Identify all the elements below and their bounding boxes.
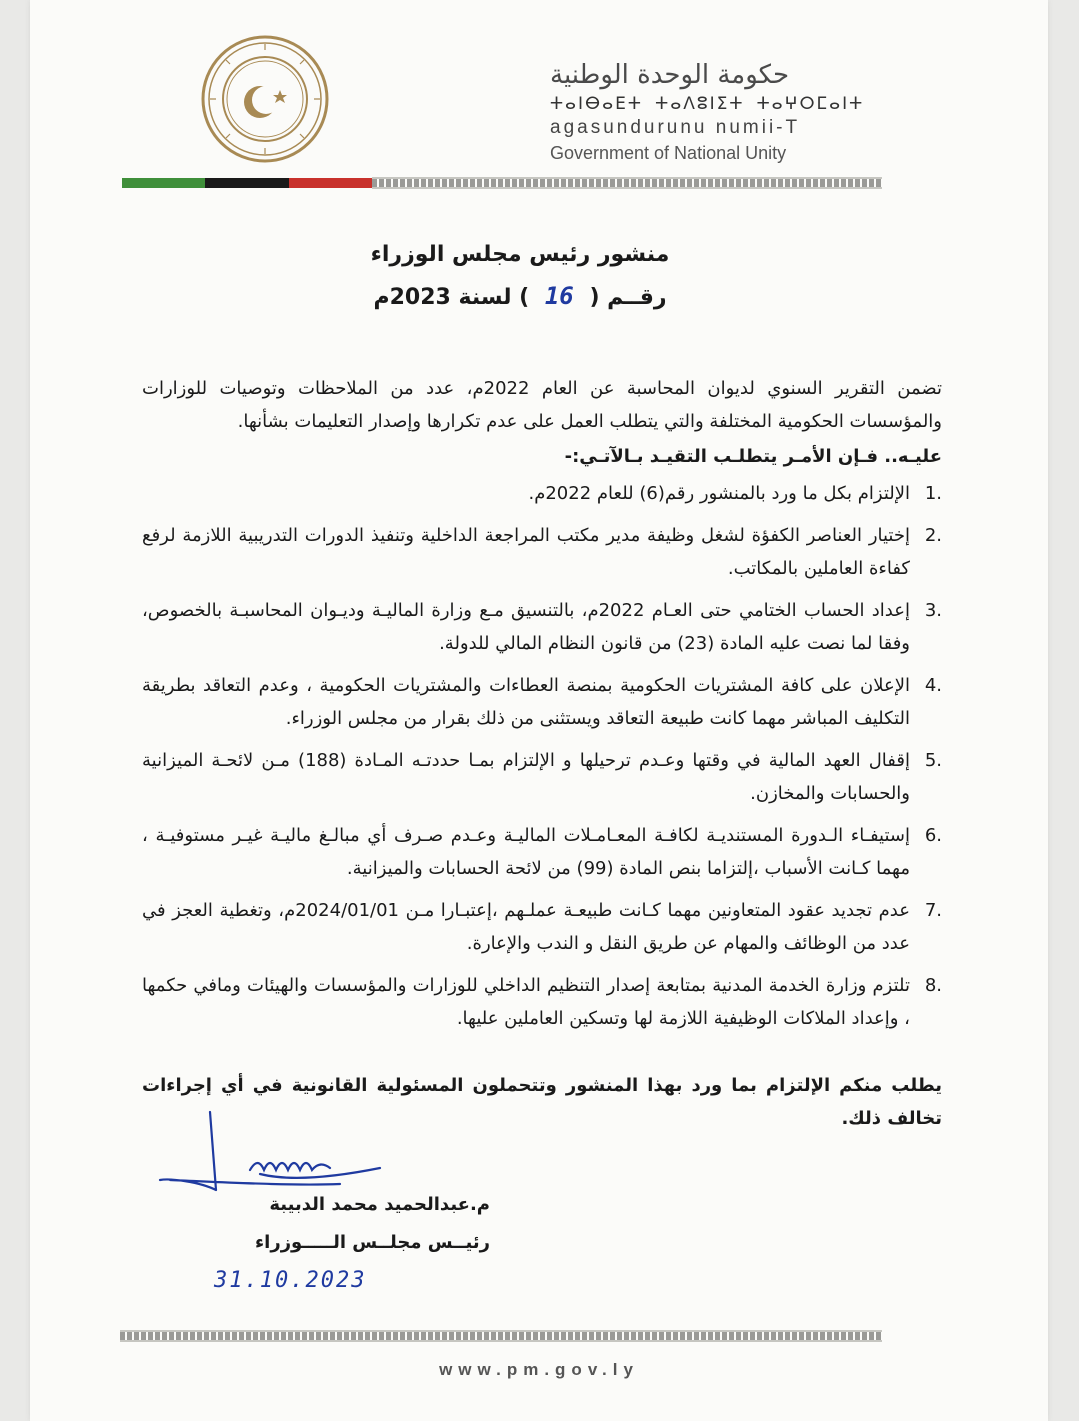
directive-text: إختيار العناصر الكفؤة لشغل وظيفة مدير مكتب المراجعة الداخلية وتنفيذ الدورات التدريبية اللازمة لرفع كفاءة العاملين بالمكاتب. [142,525,910,579]
directives-list [142,477,942,1035]
government-seal-logo [200,34,330,164]
directive-item [142,744,942,810]
document-body [142,372,942,1135]
directive-text: الإعلان على كافة المشتريات الحكومية بمنصة العطاءات والمشتريات الحكومية ، وعدم التعاقد بطريقة التكليف المباشر مهما كانت طبيعة التعاقد ويستثنى من ذلك بقرار من مجلس الوزراء. [142,675,910,729]
closing-paragraph: يطلب منكم الإلتزام بما ورد بهذا المنشور وتتحملون المسئولية القانونية في أي إجراءات تخالف ذلك. [142,1075,942,1129]
flag-green-segment [122,178,205,188]
signatory-role: رئيــس مجلــس الـــــوزراء [254,1232,490,1253]
gov-name-arabic: حكومة الوحدة الوطنية [550,60,790,90]
government-header [550,58,870,166]
directive-number: .4 [924,675,942,696]
directive-text: الإلتزام بكل ما ورد بالمنشور رقم(6) للعام 2022م. [528,483,910,504]
flag-black-segment [205,178,288,188]
directive-item [142,669,942,735]
directive-text: عدم تجديد عقود المتعاونين مهما كـانت طبيعـة عملـهم ،إعتبـارا مـن 2024/01/01م، وتغطية العجز في عدد من الوظائف والمهام عن طريق النقل و الندب والإعارة. [142,900,910,954]
directive-item [142,519,942,585]
document-title: منشور رئيس مجلس الوزراء [370,242,670,267]
directive-item [142,477,942,510]
flag-red-segment [289,178,372,188]
number-prefix: رقــم ( [589,285,667,310]
directive-number: .7 [924,900,942,921]
decorative-chain-bottom [120,1330,882,1342]
document-number-line [230,282,810,310]
directive-text: إعداد الحساب الختامي حتى العـام 2022م، بالتنسيق مـع وزارة الماليـة وديـوان المحاسبـة بالخصوص، وفقا لما نصت عليه المادة (23) من قانون النظام المالي للدولة. [142,600,910,654]
directive-number: .1 [924,483,942,504]
handwritten-signature [140,1110,400,1200]
directive-number: .6 [924,825,942,846]
directive-number: .5 [924,750,942,771]
letter-page [30,0,1048,1421]
signature-block [130,1110,490,1320]
intro-paragraph: تضمن التقرير السنوي لديوان المحاسبة عن العام 2022م، عدد من الملاحظات وتوصيات للوزارات والمؤسسات الحكومية المختلفة والتي يتطلب العمل على عدم تكرارها وإصدار التعليمات بشأنها. [142,378,942,432]
directive-item [142,969,942,1035]
directive-text: تلتزم وزارة الخدمة المدنية بمتابعة إصدار التنظيم الداخلي للوزارات والمؤسسات والهيئات ومافي حكمها ، وإعداد الملاكات الوظيفية اللازمة لها وتسكين العاملين عليها. [142,975,910,1029]
directive-item [142,819,942,885]
therefore-line: عليـه.. فـإن الأمـر يتطلـب التقيـد بـالآتـي:- [564,446,942,467]
directive-number: .3 [924,600,942,621]
decorative-chain-top [372,177,882,189]
gov-name-english: Government of National Unity [550,143,787,163]
flag-color-bar [122,178,372,188]
directive-item [142,594,942,660]
gov-name-amazigh-latin: agasundurunu numii-T [550,117,801,138]
directive-number: .8 [924,975,942,996]
directive-item [142,894,942,960]
directive-text: إستيفـاء الـدورة المستنديـة لكافـة المعـامـلات الماليـة وعـدم صـرف أي مبالـغ ماليـة غيـر مستوفيـة ، مهما كـانت الأسباب ،إلتزاما بنص المادة (99) من لائحة الحسابات والميزانية. [142,825,910,879]
document-number: 16 [544,282,574,310]
gov-name-tifinagh: ⵜⴰⵏⴱⴰⴹⵜ ⵜⴰⴷⵓⵏⵉⵜ ⵜⴰⵖⵔⵎⴰⵏⵜ [550,94,865,114]
website-url: www.pm.gov.ly [439,1360,639,1379]
number-suffix: ) لسنة 2023م [373,285,530,310]
directive-number: .2 [924,525,942,546]
signature-date: 31.10.2023 [214,1268,367,1293]
signatory-name: م.عبدالحميد محمد الدبيبة [269,1194,490,1215]
directive-text: إقفال العهد المالية في وقتها وعـدم ترحيلها و الإلتزام بمـا حددتـه المـادة (188) مـن لائحـة الميزانية والحسابات والمخازن. [142,750,910,804]
